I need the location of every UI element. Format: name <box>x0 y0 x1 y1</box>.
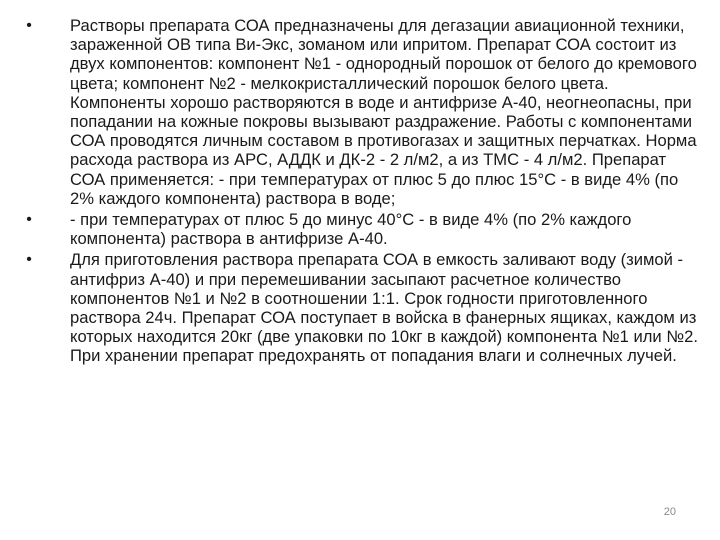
page-number: 20 <box>663 506 676 518</box>
bullet-list <box>22 16 702 368</box>
bullet-item-3 <box>22 250 702 365</box>
bullet-dot-icon: • <box>26 251 32 269</box>
bullet-text: - при температурах от плюс 5 до минус 40°С - в виде 4% (по 2% каждого компонента) раствора в антифризе А-40. <box>70 210 632 249</box>
bullet-text: Для приготовления раствора препарата СОА в емкость заливают воду (зимой - антифриз А-40) и при перемешивании засыпают расчетное количество компонентов №1 и №2 в соотношении 1:1. Срок годности приготовленного раствора 24ч. Препарат СОА поступает в войска в фанерных ящиках, каждом из которых находится 20кг (две упаковки по 10кг в каждой) компонента №1 или №2. При хранении препарат предохранять от попадания влаги и солнечных лучей. <box>70 250 698 366</box>
bullet-item-1 <box>22 16 702 208</box>
bullet-text: Растворы препарата СОА предназначены для дегазации авиационной техники, зараженной ОВ типа Ви-Экс, зоманом или ипритом. Препарат СОА состоит из двух компонентов: компонент №1 - однородный порошок от белого до кремового цвета; компонент №2 - мелкокристаллический порошок белого цвета. Компоненты хорошо растворяются в воде и антифризе А-40, неогнеопасны, при попадании на кожные покровы вызывают раздражение. Работы с компонентами СОА проводятся личным составом в противогазах и защитных перчатках. Норма расхода раствора из АРС, АДДК и ДК-2 - 2 л/м2, а из ТМС - 4 л/м2. Препарат СОА применяется: - при температурах от плюс 5 до плюс 15°С - в виде 4% (по 2% каждого компонента) раствора в воде; <box>70 16 697 208</box>
bullet-dot-icon: • <box>26 17 32 34</box>
bullet-dot-icon: • <box>26 211 32 229</box>
bullet-item-2 <box>22 210 702 248</box>
